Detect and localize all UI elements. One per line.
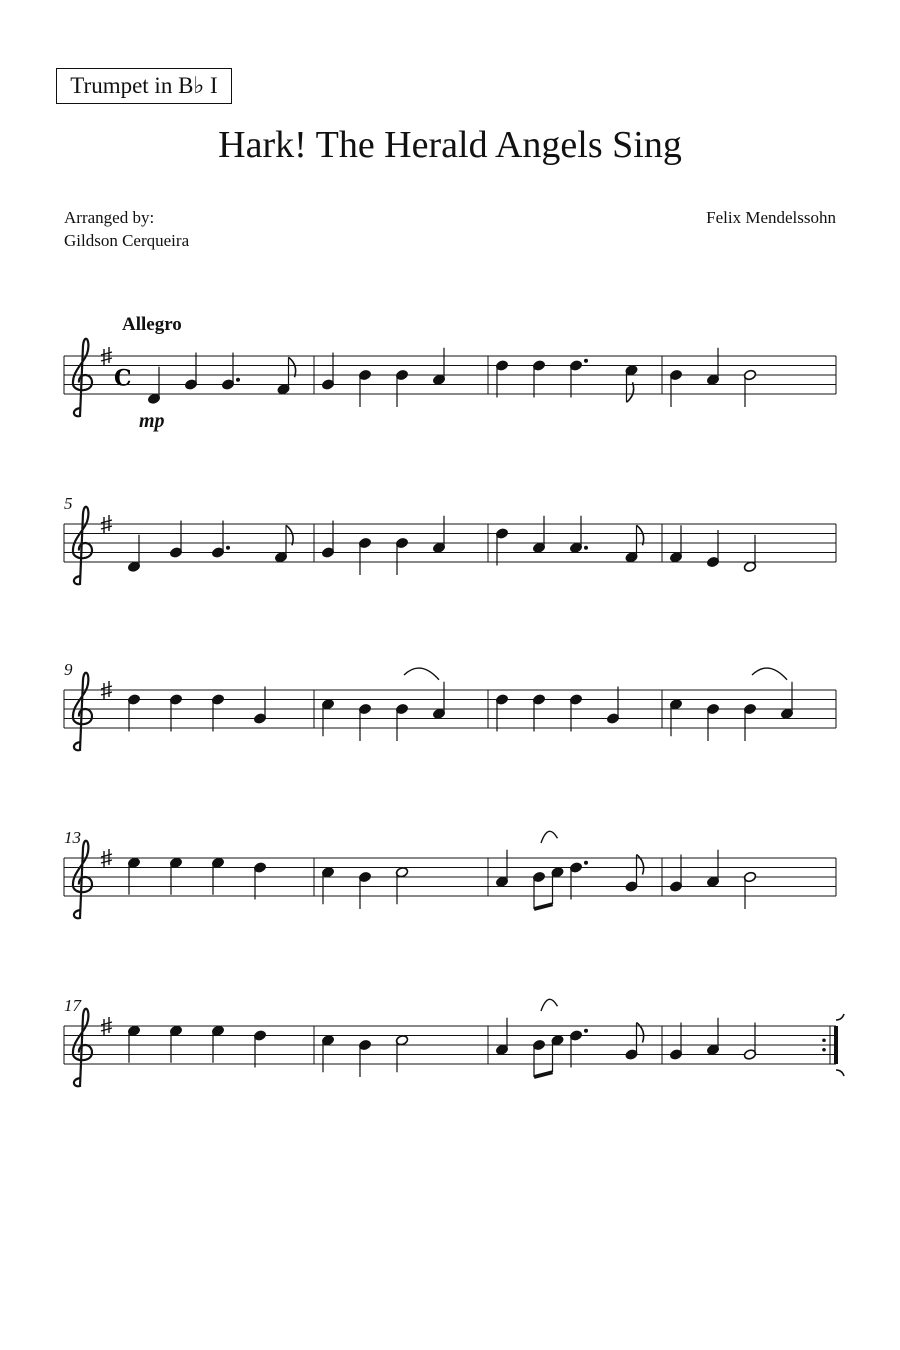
slur — [541, 831, 558, 843]
treble-clef-icon — [73, 841, 92, 919]
flag — [289, 357, 296, 377]
measure-number: 13 — [64, 828, 81, 847]
dot — [236, 378, 240, 382]
repeat-dot — [822, 1038, 826, 1042]
dot — [584, 1029, 588, 1033]
composer-name: Felix Mendelssohn — [706, 208, 836, 227]
time-signature: C — [114, 365, 132, 392]
measure-number: 5 — [64, 494, 73, 513]
measure-number: 9 — [64, 660, 73, 679]
flag — [637, 525, 644, 545]
tempo-marking: Allegro — [122, 314, 182, 335]
treble-clef-icon — [73, 673, 92, 751]
arranger-label: Arranged by: — [64, 208, 155, 227]
piece-title: Hark! The Herald Angels Sing — [218, 124, 682, 166]
treble-clef-icon — [73, 339, 92, 417]
slur — [752, 668, 787, 680]
flag — [627, 382, 634, 402]
treble-clef-icon — [73, 507, 92, 585]
treble-clef-icon — [73, 1009, 92, 1087]
measure-number: 17 — [64, 996, 81, 1015]
repeat-dot — [822, 1048, 826, 1052]
dot — [584, 861, 588, 865]
beam — [534, 1072, 553, 1077]
part-name: Trumpet in B♭ I — [70, 73, 218, 98]
flag — [286, 525, 293, 545]
arranger-name: Gildson Cerqueira — [64, 231, 190, 250]
slur — [404, 668, 439, 680]
dot — [584, 546, 588, 550]
dot — [226, 546, 230, 550]
slur — [541, 999, 558, 1011]
beam — [534, 904, 553, 909]
dynamic-marking: mp — [139, 410, 165, 432]
dot — [584, 359, 588, 363]
